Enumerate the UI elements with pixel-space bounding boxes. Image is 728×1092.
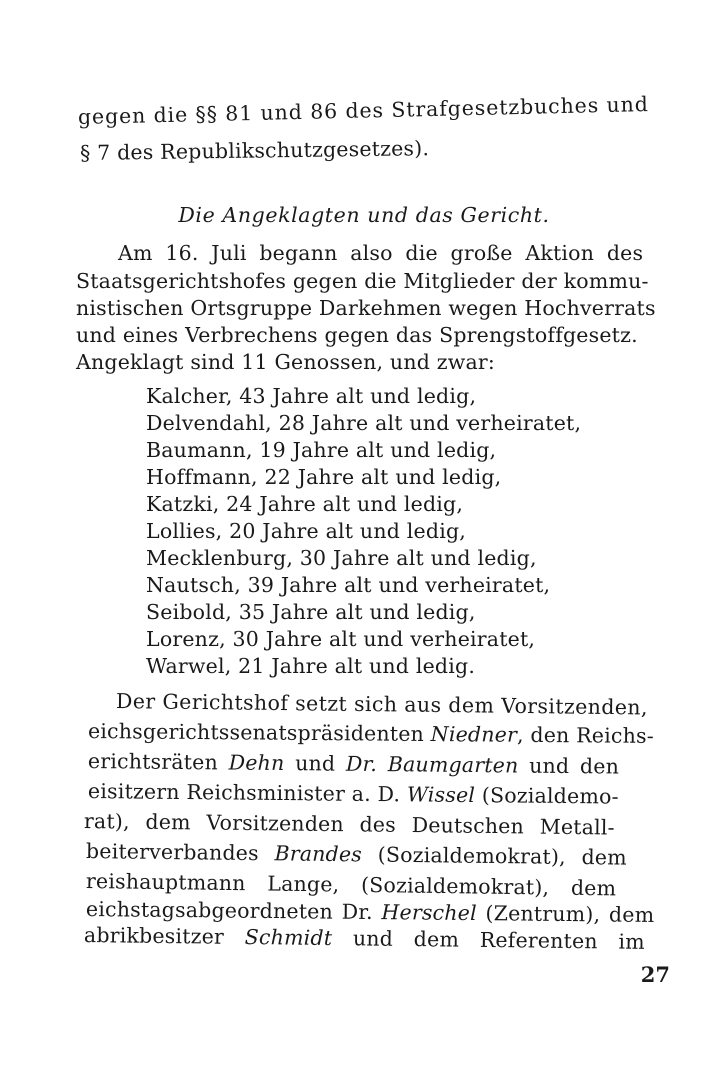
text-segment: eisitzern Reichsminister a. D. [87, 779, 408, 807]
intro-line: gegen die §§ 81 und 86 des Strafgesetzbuches und [77, 92, 649, 129]
text-segment: abrikbesitzer [83, 923, 245, 949]
text-segment: und den [518, 753, 620, 779]
assessor-name: Brandes [274, 841, 363, 867]
text-segment: und [284, 751, 347, 776]
section-heading: Die Angeklagten und das Gericht. [178, 203, 550, 227]
text-segment: (Zentrum), dem [476, 901, 655, 927]
court-paragraph-line: reishauptmann Lange, (Sozialdemokrat), dem [85, 869, 617, 901]
court-paragraph-line [88, 778, 619, 810]
assessor-name: Herschel [381, 900, 477, 926]
paragraph-line: nistischen Ortsgruppe Darkehmen wegen Hochverrats [76, 296, 656, 320]
defendant-item: Lorenz, 30 Jahre alt und verheiratet, [146, 627, 536, 651]
text-segment: beiterverbandes [85, 839, 275, 866]
defendant-item: Katzki, 24 Jahre alt und ledig, [146, 492, 464, 516]
defendant-item: Kalcher, 43 Jahre alt und ledig, [146, 384, 477, 408]
text-segment: (Sozialdemo- [474, 783, 619, 809]
court-paragraph-line: Der Gerichtshof setzt sich aus dem Vorsitzenden, [115, 689, 649, 720]
paragraph-line: und eines Verbrechens gegen das Sprengstoffgesetz. [76, 323, 638, 347]
judge-name: Dr. Baumgarten [345, 751, 519, 778]
defendant-item: Lollies, 20 Jahre alt und ledig, [146, 519, 466, 543]
text-segment: und dem Referenten im [332, 926, 646, 954]
court-paragraph-line [88, 748, 619, 780]
assessor-name: Schmidt [244, 924, 333, 951]
paragraph-line: Am 16. Juli begann also die große Aktion des [118, 241, 644, 265]
defendant-item: Hoffmann, 22 Jahre alt und ledig, [146, 465, 502, 489]
defendant-item: Warwel, 21 Jahre alt und ledig. [146, 654, 476, 678]
paragraph-line: Staatsgerichtshofes gegen die Mitglieder der kommu- [76, 269, 649, 293]
court-paragraph-line [84, 922, 645, 955]
paragraph-line: Angeklagt sind 11 Genossen, und zwar: [76, 350, 496, 374]
assessor-name: Wissel [406, 782, 476, 808]
text-segment: eichstagsabgeordneten Dr. [85, 897, 382, 925]
defendant-item: Baumann, 19 Jahre alt und ledig, [146, 438, 497, 462]
court-paragraph-line [86, 838, 627, 871]
intro-line: § 7 des Republikschutzgesetzes). [79, 136, 430, 165]
judge-name: Dehn [228, 750, 285, 776]
text-segment: (Sozialdemokrat), dem [361, 842, 628, 870]
text-segment: erichtsräten [87, 749, 229, 775]
page-number: 27 [640, 962, 670, 987]
court-paragraph-line [88, 718, 654, 749]
defendant-item: Mecklenburg, 30 Jahre alt und ledig, [146, 546, 537, 570]
text-segment: eichsgerichtssenatspräsidenten [87, 719, 431, 746]
court-paragraph-line: rat), dem Vorsitzenden des Deutschen Metall- [83, 809, 615, 840]
defendant-item: Seibold, 35 Jahre alt und ledig, [146, 600, 476, 624]
defendant-item: Delvendahl, 28 Jahre alt und verheiratet, [146, 411, 582, 435]
defendant-item: Nautsch, 39 Jahre alt und verheiratet, [146, 573, 551, 597]
text-segment: , den Reichs- [516, 722, 655, 748]
judge-name: Niedner [430, 721, 518, 747]
